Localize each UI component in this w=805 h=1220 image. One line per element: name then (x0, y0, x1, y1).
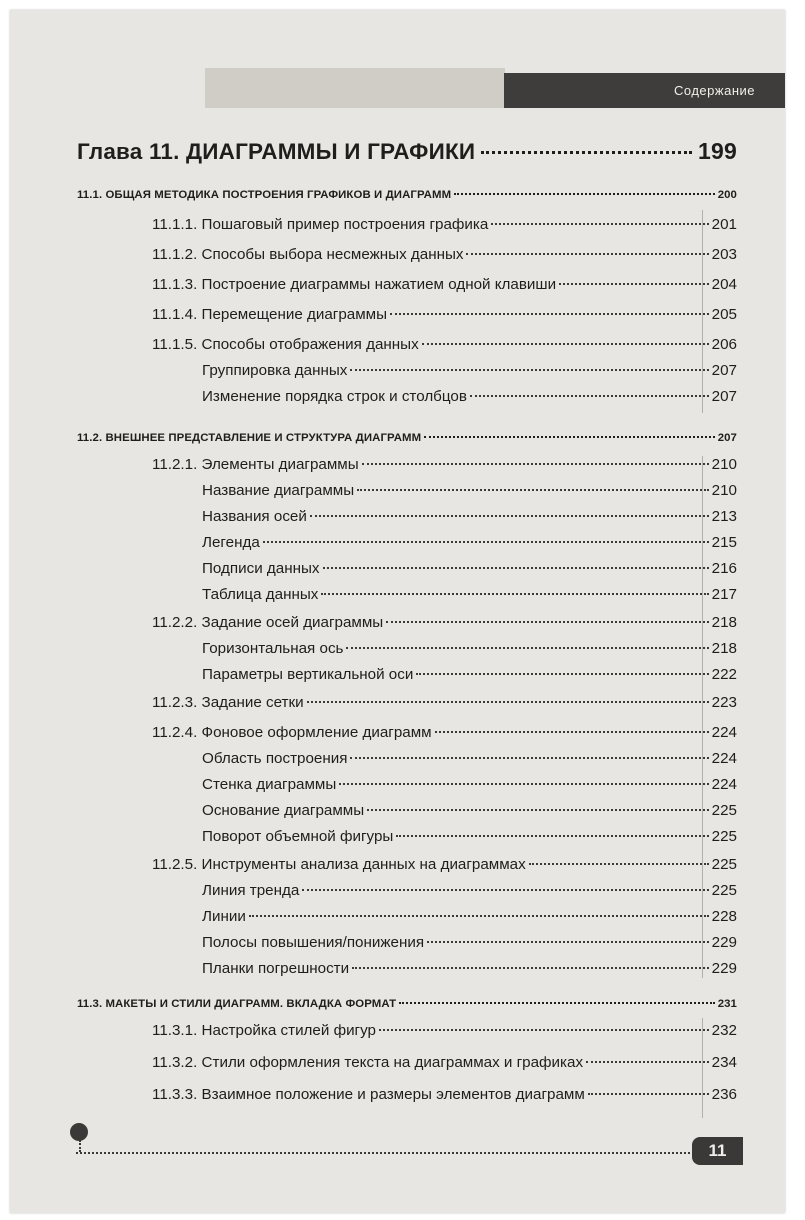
chapter-title-row (77, 138, 737, 165)
toc-entry-page: 217 (711, 586, 737, 603)
toc-item-row (202, 640, 737, 657)
running-header (504, 73, 785, 108)
toc-entry-page: 205 (711, 306, 737, 323)
toc-item-row (202, 586, 737, 603)
dot-leader (466, 253, 708, 255)
toc-entry-title: Поворот объемной фигуры (202, 828, 394, 845)
toc-entry-page: 224 (711, 776, 737, 793)
toc-item-row (202, 362, 737, 379)
toc-entry-title: Горизонтальная ось (202, 640, 344, 657)
dot-leader (586, 1061, 709, 1063)
toc-entry-title: 11.2.5. Инструменты анализа данных на диаграммах (152, 856, 526, 873)
toc-entry-page: 224 (711, 750, 737, 767)
toc-entry-title: Линии (202, 908, 246, 925)
toc-entry-page: 200 (717, 189, 737, 201)
toc-entry-page: 229 (711, 934, 737, 951)
dot-leader (263, 541, 709, 543)
toc-entry-title: 11.2.1. Элементы диаграммы (152, 456, 359, 473)
toc-entry-title: 11.3. МАКЕТЫ И СТИЛИ ДИАГРАММ. ВКЛАДКА ФОРМАТ (77, 998, 397, 1010)
toc-entry-title: 11.2.2. Задание осей диаграммы (152, 614, 384, 631)
toc-item-row (202, 828, 737, 845)
toc-subsection-row (152, 694, 737, 711)
toc-subsection-row (152, 856, 737, 873)
toc-item-row (202, 882, 737, 899)
toc-section-row (77, 189, 737, 201)
dot-leader (302, 889, 708, 891)
toc-entry-page: 207 (717, 432, 737, 444)
toc-entry-title: Изменение порядка строк и столбцов (202, 388, 467, 405)
chapter-title: Глава 11. ДИАГРАММЫ И ГРАФИКИ (77, 139, 476, 164)
toc-entry-page: 215 (711, 534, 737, 551)
toc-item-row (202, 508, 737, 525)
toc-entry-page: 229 (711, 960, 737, 977)
page-number: 11 (708, 1141, 727, 1160)
toc-entry-title: 11.3.3. Взаимное положение и размеры элементов диаграмм (152, 1086, 585, 1103)
toc-entry-page: 201 (711, 216, 737, 233)
toc-entry-page: 225 (711, 828, 737, 845)
dot-leader (491, 223, 708, 225)
header-decor-band (205, 68, 505, 108)
dot-leader (367, 809, 709, 811)
toc-entry-page: 225 (711, 856, 737, 873)
dot-leader (323, 567, 709, 569)
toc-subsection-row (152, 306, 737, 323)
toc-entry-title: Линия тренда (202, 882, 300, 899)
toc-subsection-row (152, 1086, 737, 1103)
toc-item-row (202, 560, 737, 577)
dot-leader (416, 673, 708, 675)
dot-leader (346, 647, 708, 649)
dot-leader (588, 1093, 709, 1095)
dot-leader (352, 967, 709, 969)
toc-entry-page: 236 (711, 1086, 737, 1103)
toc-entry-page: 218 (711, 640, 737, 657)
toc-entry-title: Планки погрешности (202, 960, 350, 977)
toc-entry-title: Основание диаграммы (202, 802, 365, 819)
dot-leader (529, 863, 709, 865)
toc-subsection-row (152, 614, 737, 631)
toc-subsection-row (152, 276, 737, 293)
chapter-page: 199 (698, 138, 737, 164)
toc-item-row (202, 666, 737, 683)
dot-leader (357, 489, 709, 491)
footer-dotted-line (76, 1152, 702, 1154)
toc-entry-title: Таблица данных (202, 586, 319, 603)
toc-entry-page: 234 (711, 1054, 737, 1071)
dot-leader (481, 151, 692, 154)
toc-entry-title: 11.2.4. Фоновое оформление диаграмм (152, 724, 432, 741)
dot-leader (379, 1029, 709, 1031)
toc-subsection-row (152, 1022, 737, 1039)
dot-leader (399, 1002, 714, 1004)
toc-section-row (77, 998, 737, 1010)
toc-entry-title: 11.1.5. Способы отображения данных (152, 336, 419, 353)
toc-entry-page: 216 (711, 560, 737, 577)
toc-entry-title: Полосы повышения/понижения (202, 934, 425, 951)
toc-entry-page: 210 (711, 456, 737, 473)
toc-subsection-row (152, 724, 737, 741)
dot-leader (362, 463, 709, 465)
toc-entry-title: Параметры вертикальной оси (202, 666, 414, 683)
toc-entry-title: Стенка диаграммы (202, 776, 337, 793)
toc-entry-page: 203 (711, 246, 737, 263)
dot-leader (321, 593, 708, 595)
toc-entry-page: 223 (711, 694, 737, 711)
running-header-title: Содержание (674, 83, 755, 98)
dot-leader (435, 731, 709, 733)
toc-item-row (202, 960, 737, 977)
toc-item-row (202, 908, 737, 925)
toc-entry-page: 213 (711, 508, 737, 525)
toc-item-row (202, 388, 737, 405)
toc-entry-page: 228 (711, 908, 737, 925)
toc-subsection-row (152, 336, 737, 353)
book-page (10, 10, 785, 1213)
toc-subsection-row (152, 216, 737, 233)
toc-entry-title: 11.1. ОБЩАЯ МЕТОДИКА ПОСТРОЕНИЯ ГРАФИКОВ И ДИАГРАММ (77, 189, 452, 201)
toc-entry-title: 11.1.1. Пошаговый пример построения графика (152, 216, 489, 233)
toc-entry-page: 231 (717, 998, 737, 1010)
toc-entry-title: Группировка данных (202, 362, 348, 379)
toc-entry-title: 11.3.2. Стили оформления текста на диаграммах и графиках (152, 1054, 584, 1071)
dot-leader (470, 395, 709, 397)
page-number-tab (692, 1137, 743, 1165)
toc-subsection-row (152, 1054, 737, 1071)
dot-leader (559, 283, 709, 285)
toc-entry-page: 224 (711, 724, 737, 741)
toc-section-row (77, 432, 737, 444)
toc-entry-page: 210 (711, 482, 737, 499)
toc-entry-page: 204 (711, 276, 737, 293)
toc-item-row (202, 802, 737, 819)
toc-entry-page: 232 (711, 1022, 737, 1039)
toc-subsection-row (152, 246, 737, 263)
toc-entry-page: 222 (711, 666, 737, 683)
toc-item-row (202, 482, 737, 499)
toc-item-row (202, 534, 737, 551)
dot-leader (350, 369, 708, 371)
toc-entry-title: 11.1.2. Способы выбора несмежных данных (152, 246, 464, 263)
toc-subsection-row (152, 456, 737, 473)
toc-entry-title: 11.2.3. Задание сетки (152, 694, 304, 711)
toc-entry-title: Область построения (202, 750, 348, 767)
toc-entry-page: 207 (711, 388, 737, 405)
toc-entry-title: Название диаграммы (202, 482, 355, 499)
toc-entry-title: 11.1.4. Перемещение диаграммы (152, 306, 388, 323)
dot-leader (307, 701, 709, 703)
toc-entry-page: 206 (711, 336, 737, 353)
dot-leader (427, 941, 709, 943)
dot-leader (390, 313, 709, 315)
toc-entry-title: 11.2. ВНЕШНЕЕ ПРЕДСТАВЛЕНИЕ И СТРУКТУРА ДИАГРАММ (77, 432, 422, 444)
dot-leader (396, 835, 708, 837)
dot-leader (386, 621, 708, 623)
dot-leader (310, 515, 709, 517)
toc-entry-title: Названия осей (202, 508, 307, 525)
toc-entry-title: 11.3.1. Настройка стилей фигур (152, 1022, 376, 1039)
toc-entry-title: Легенда (202, 534, 260, 551)
toc-item-row (202, 934, 737, 951)
toc-entry-title: 11.1.3. Построение диаграммы нажатием одной клавиши (152, 276, 557, 293)
toc-item-row (202, 750, 737, 767)
dot-leader (350, 757, 708, 759)
footer-bullet (70, 1123, 88, 1141)
toc-entry-title: Подписи данных (202, 560, 320, 577)
toc-entry-page: 207 (711, 362, 737, 379)
toc-entry-page: 225 (711, 802, 737, 819)
dot-leader (454, 193, 715, 195)
toc-entry-page: 225 (711, 882, 737, 899)
dot-leader (422, 343, 709, 345)
dot-leader (249, 915, 709, 917)
dot-leader (339, 783, 708, 785)
toc-entry-page: 218 (711, 614, 737, 631)
dot-leader (424, 436, 714, 438)
footer-dotted-line-vertical (79, 1140, 81, 1152)
toc-item-row (202, 776, 737, 793)
